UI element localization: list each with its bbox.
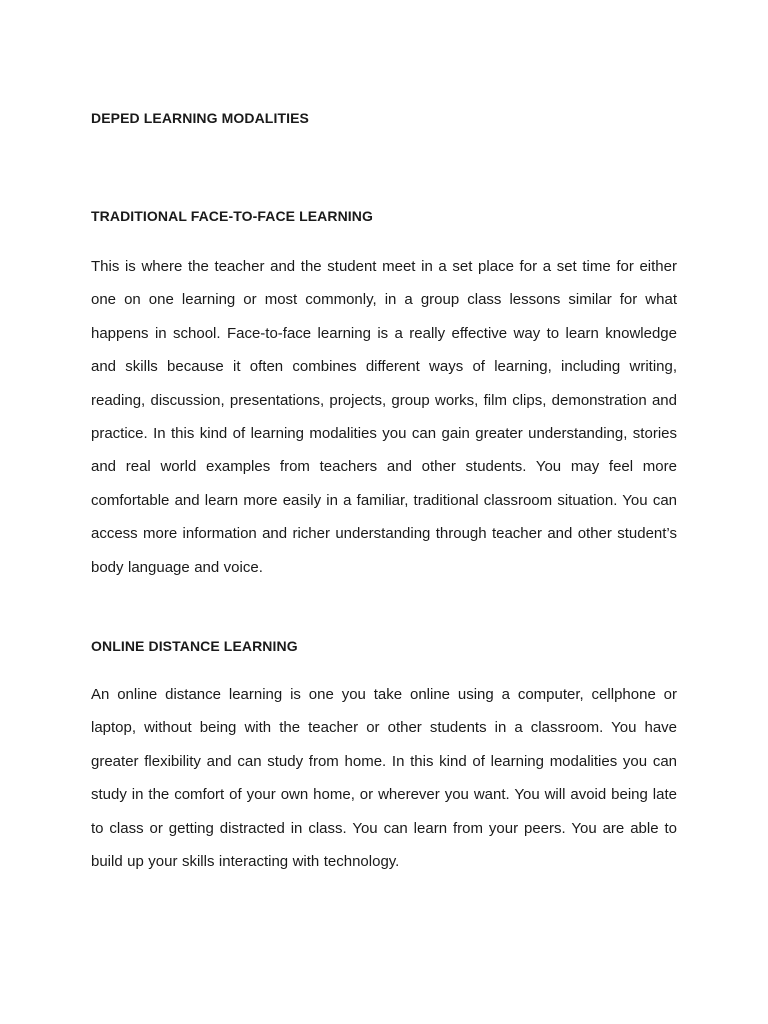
- section-body-face-to-face: This is where the teacher and the student meet in a set place for a set time for either one on one learning or most commonly, in a group class lessons similar for what happens in school. Face-to-face learning is a really effective way to learn knowledge and skills because it often combines different ways of learning, including writing, reading, discussion, presentations, projects, group works, film clips, demonstration and practice. In this kind of learning modalities you can gain greater understanding, stories and real world examples from teachers and other students. You may feel more comfortable and learn more easily in a familiar, traditional classroom situation. You can access more information and richer understanding through teacher and other student’s body language and voice.: [91, 258, 677, 576]
- document-title: DEPED LEARNING MODALITIES: [91, 110, 309, 126]
- section-heading-face-to-face: TRADITIONAL FACE-TO-FACE LEARNING: [91, 208, 374, 224]
- section-heading-online-distance: ONLINE DISTANCE LEARNING: [91, 638, 298, 654]
- section-body-online-distance: An online distance learning is one you take online using a computer, cellphone or laptop, without being with the teacher or other students in a classroom. You have greater flexibility and can study from home. In this kind of learning modalities you can study in the comfort of your own home, or wherever you want. You will avoid being late to class or getting distracted in class. You can learn from your peers. You are able to build up your skills interacting with technology.: [91, 686, 677, 871]
